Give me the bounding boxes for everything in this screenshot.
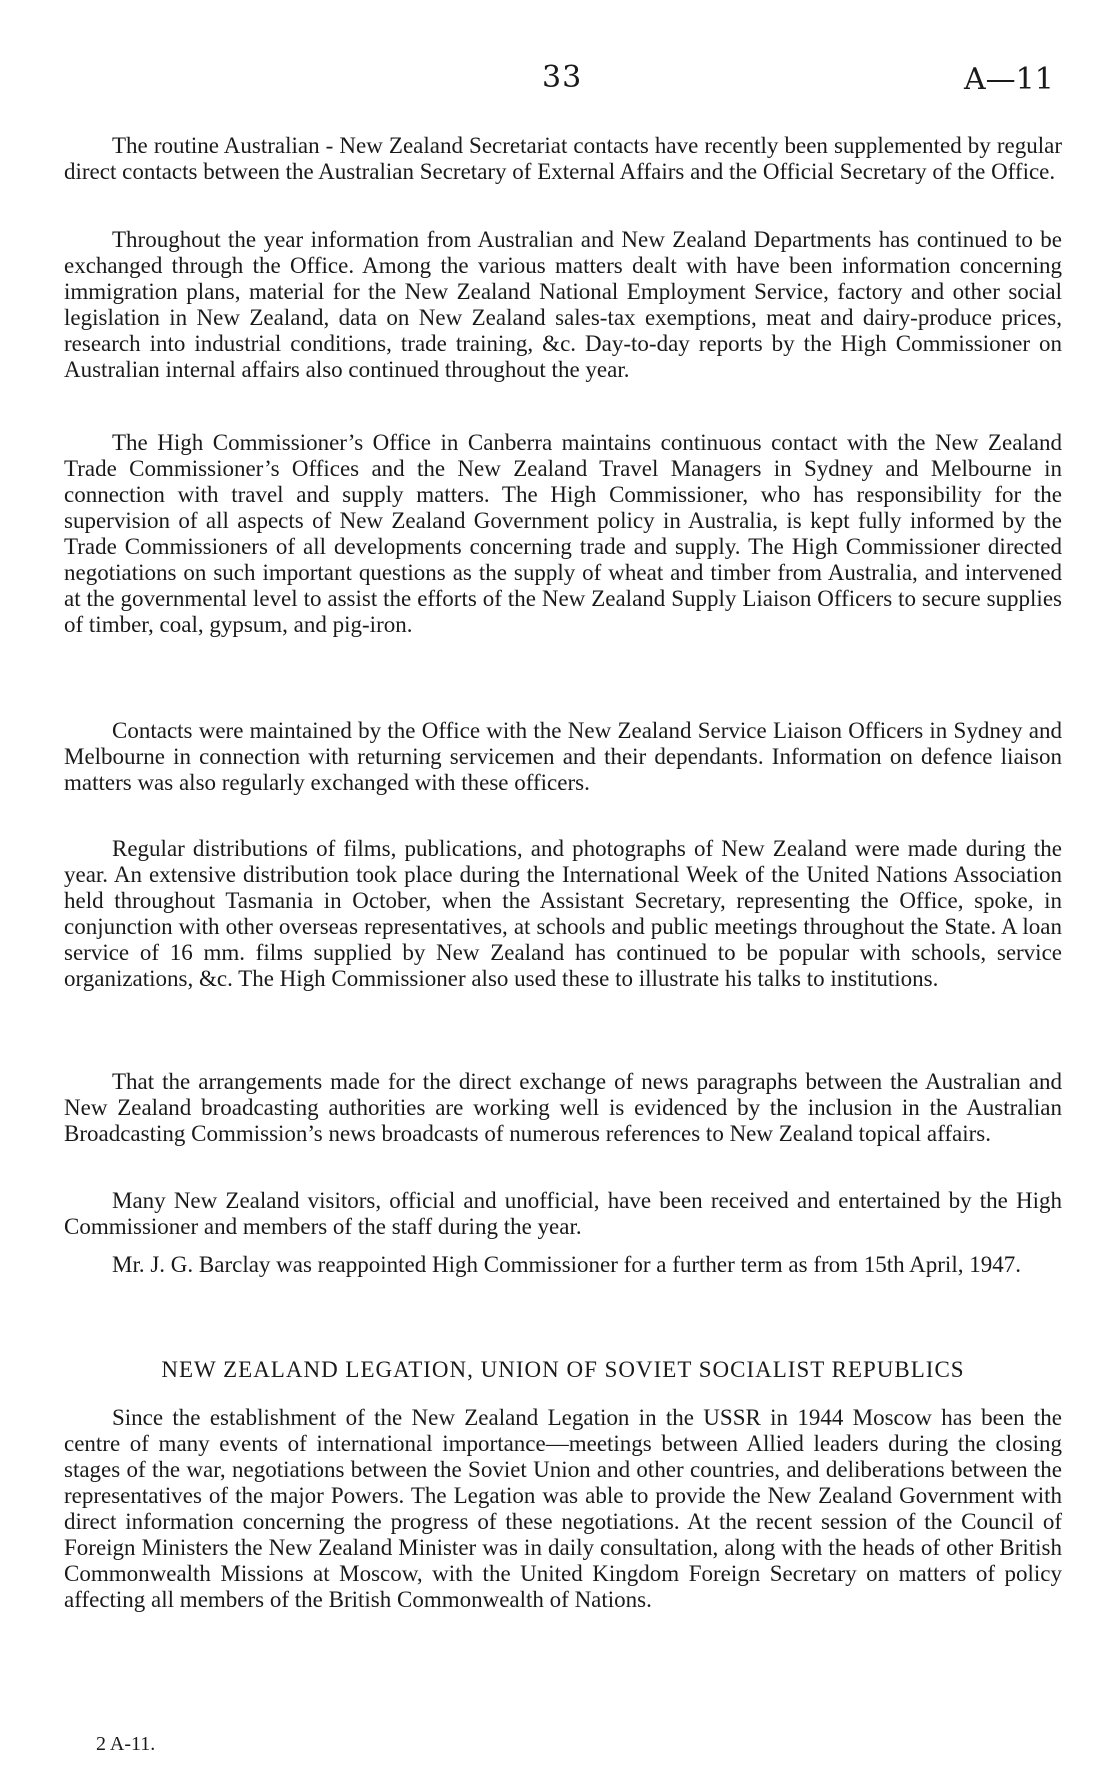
page-number: 33 bbox=[542, 60, 583, 95]
paragraph-films-publications bbox=[64, 836, 1062, 992]
paragraph-text: Throughout the year information from Australian and New Zealand Departments has continued to be exchanged through the Office. Among the various matters dealt with have been information concerning immigration plans, material for the New Zealand National Employment Service, factory and other social legislation in New Zealand, data on New Zealand sales-tax exemptions, meat and dairy-produce prices, research into industrial conditions, trade training, &c. Day-to-day reports by the High Commissioner on Australian internal affairs also continued throughout the year. bbox=[64, 227, 1062, 382]
paragraph-service-liaison bbox=[64, 718, 1062, 796]
paragraph-reappointment bbox=[64, 1252, 1062, 1278]
paragraph-text: Many New Zealand visitors, official and unofficial, have been received and entertained by the High Commissioner and members of the staff during the year. bbox=[64, 1188, 1062, 1239]
section-heading: NEW ZEALAND LEGATION, UNION OF SOVIET SOCIALIST REPUBLICS bbox=[161, 1357, 965, 1382]
paragraph-secretariat-contacts bbox=[64, 133, 1062, 185]
paragraph-text: That the arrangements made for the direct exchange of news paragraphs between the Australian and New Zealand broadcasting authorities are working well is evidenced by the inclusion in the Australian Broadcasting Commission’s news broadcasts of numerous references to New Zealand topical affairs. bbox=[64, 1069, 1062, 1146]
paragraph-text: Contacts were maintained by the Office with the New Zealand Service Liaison Officers in Sydney and Melbourne in connection with returning servicemen and their dependants. Information on defence liaison matters was also regularly exchanged with these officers. bbox=[64, 718, 1062, 795]
paragraph-text: Since the establishment of the New Zealand Legation in the USSR in 1944 Moscow has been the centre of many events of international importance—meetings between Allied leaders during the closing stages of the war, negotiations between the Soviet Union and other countries, and deliberations between the representatives of the major Powers. The Legation was able to provide the New Zealand Government with direct information concerning the progress of these negotiations. At the recent session of the Council of Foreign Ministers the New Zealand Minister was in daily consultation, along with the heads of other British Commonwealth Missions at Moscow, with the United Kingdom Foreign Secretary on matters of policy affecting all members of the British Commonwealth of Nations. bbox=[64, 1405, 1062, 1612]
paragraph-canberra-office bbox=[64, 430, 1062, 638]
paragraph-text: The routine Australian - New Zealand Secretariat contacts have recently been supplemented by regular direct contacts between the Australian Secretary of External Affairs and the Official Secretary of the Office. bbox=[64, 133, 1062, 184]
signature-reference: 2 A-11. bbox=[96, 1733, 156, 1755]
paragraph-text: Mr. J. G. Barclay was reappointed High Commissioner for a further term as from 15th April, 1947. bbox=[112, 1252, 1021, 1277]
paragraph-broadcasting bbox=[64, 1069, 1062, 1147]
document-reference: A—11 bbox=[964, 62, 1054, 97]
paragraph-visitors bbox=[64, 1188, 1062, 1240]
paragraph-moscow-legation bbox=[64, 1405, 1062, 1613]
paragraph-text: Regular distributions of films, publications, and photographs of New Zealand were made during the year. An extensive distribution took place during the International Week of the United Nations Association held throughout Tasmania in October, when the Assistant Secretary, representing the Office, spoke, in conjunction with other overseas representatives, at schools and public meetings throughout the State. A loan service of 16 mm. films supplied by New Zealand has continued to be popular with schools, service organizations, &c. The High Commissioner also used these to illustrate his talks to institutions. bbox=[64, 836, 1062, 991]
paragraph-department-information bbox=[64, 227, 1062, 383]
paragraph-text: The High Commissioner’s Office in Canberra maintains continuous contact with the New Zealand Trade Commissioner’s Offices and the New Zealand Travel Managers in Sydney and Melbourne in connection with travel and supply matters. The High Commissioner, who has responsibility for the supervision of all aspects of New Zealand Government policy in Australia, is kept fully informed by the Trade Commissioners of all developments concerning trade and supply. The High Commissioner directed negotiations on such important questions as the supply of wheat and timber from Australia, and intervened at the governmental level to assist the efforts of the New Zealand Supply Liaison Officers to secure supplies of timber, coal, gypsum, and pig-iron. bbox=[64, 430, 1062, 637]
